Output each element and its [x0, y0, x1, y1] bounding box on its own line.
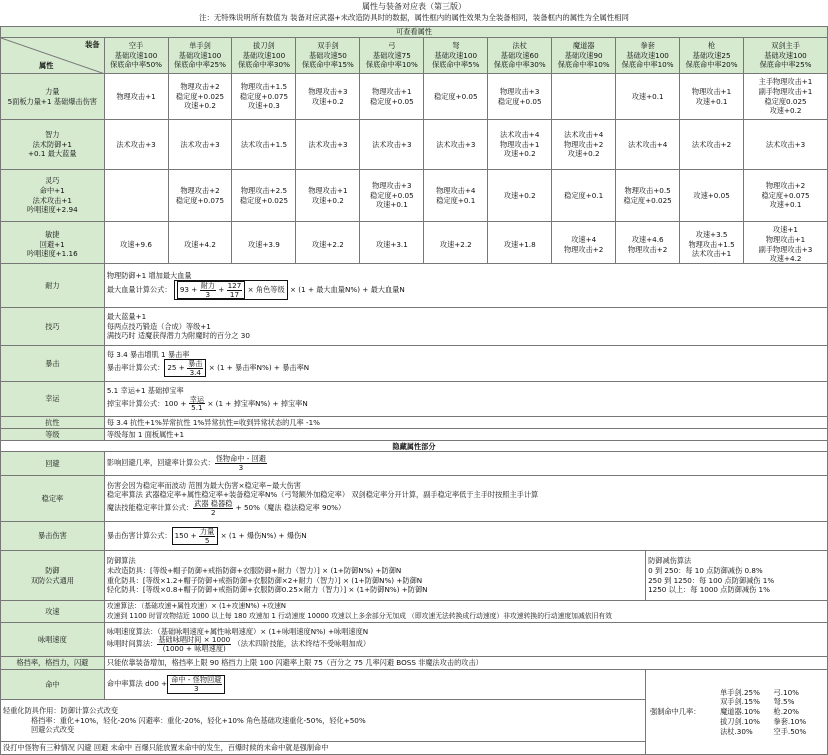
attr-name-stamina: 耐力	[1, 264, 105, 308]
aspd-line-2: 攻速到 1100 时冒攻物结近 1000 以上每 180 攻速加 1 行动速度 10000 攻速以上多余部分无加成 （即攻速无法转换成行动速度）非攻速转换的行动速度加减依旧有效	[106, 611, 612, 620]
skill-line-3: 满技巧时 适魔获得潜力为附魔时的百分之 30	[106, 331, 250, 341]
weapon-name: 拳套	[640, 40, 655, 50]
crit-f-a: 25 +	[167, 363, 185, 373]
weapon-l2: 保底命中率20%	[685, 60, 738, 70]
weapon-name: 弩	[452, 40, 460, 50]
stat-cell: 法术攻击+3	[104, 120, 168, 170]
forced-hit-item: 弩.5%	[773, 697, 795, 707]
stat-cell: 法术攻击+3	[360, 120, 424, 170]
forced-hit-row	[720, 688, 827, 698]
stat-cell: 法术攻击+4 物理攻击+1 攻速+0.2	[488, 120, 552, 170]
stat-cell: 法术攻击+3	[296, 120, 360, 170]
stat-cell: 物理攻击+1 攻速+0.2	[296, 170, 360, 222]
weapon-name: 魔道器	[572, 40, 595, 50]
cast-den: (1000 + 咏唱速度)	[162, 643, 226, 653]
hidden-name-cast: 咏唱速度	[1, 623, 105, 657]
stat-cell: 攻速+2.2	[424, 222, 488, 268]
footer-note: 没打中怪物有三种情况 闪避 回避 未命中 百爆只能放置未命中的发生，百爆时候的未命中就是强制命中	[1, 742, 646, 755]
weapon-l1: 基础攻速100	[178, 50, 222, 60]
stability-f-post: + 50%（魔法 稳法稳定率 90%）	[235, 503, 346, 513]
stat-cell	[552, 74, 616, 120]
section-visible-title: 可查看属性	[1, 27, 828, 38]
stat-cell: 攻速+4 物理攻击+2	[552, 222, 616, 268]
hit-den: 3	[193, 684, 199, 693]
hidden-name-hit: 命中	[1, 670, 105, 700]
basic-attribute-table	[0, 263, 828, 453]
evade-num: 怪物命中 - 回避	[215, 454, 266, 464]
crit-formula-label: 暴击率计算公式：	[106, 363, 165, 373]
stat-cell: 攻速+1 物理攻击+1 副手物理攻击+3 攻速+4.2	[744, 222, 828, 268]
cast-line-1: 咏唱速度算法：（基础咏唱速度+属性咏唱速度）× (1+咏唱速度N%) +咏唱速度N	[106, 626, 369, 636]
weapon-l2: 保底命中率30%	[493, 60, 546, 70]
forced-hit-panel	[646, 670, 828, 755]
weapon-header-7	[552, 38, 616, 74]
forced-hit-title: 强制命中几率：	[650, 707, 701, 717]
weapon-l2: 保底命中率10%	[557, 60, 610, 70]
hidden-desc-defense	[104, 551, 645, 601]
weapon-l2: 保底命中率30%	[237, 60, 290, 70]
weapon-header-6	[488, 38, 552, 74]
stat-cell: 法术攻击+3	[168, 120, 232, 170]
crit-f-b: × (1 + 暴击率N%) + 暴击率N	[208, 363, 310, 373]
defense-red-2: 250 到 1250：每 100 点防御减伤 1%	[648, 575, 775, 585]
attr-desc-crit	[104, 346, 827, 382]
luck-frac	[189, 396, 205, 412]
stability-line-1: 伤害会因为稳定率而波动 范围为最大伤害×稳定率~最大伤害	[106, 480, 301, 490]
weapon-l2: 保底命中率15%	[301, 60, 354, 70]
defense-line-3: 轻化防具：[等级×0.8+帽子防御+戒指防御+衣服防御0.25×耐力（智力）] × (1+防御N%) +防御N	[106, 585, 428, 595]
weapon-header-8	[616, 38, 680, 74]
hidden-desc-critdmg	[104, 522, 827, 551]
weapon-name: 双手剑	[317, 40, 339, 50]
forced-hit-item: 拔刀剑.10%	[720, 716, 760, 726]
hidden-desc-defense-reduction	[646, 551, 828, 601]
defense-head: 防御算法	[106, 556, 136, 566]
weapon-l2: 保底命中率25%	[759, 60, 812, 70]
stat-cell: 物理攻击+1	[104, 74, 168, 120]
stat-name-2: 灵巧 命中+1 法术攻击+1 吟唱速度+2.94	[1, 170, 105, 222]
weapon-l1: 基础攻速100	[114, 50, 158, 60]
weapon-l1: 基础攻速25	[692, 50, 731, 60]
attr-desc-level: 等级每加 1 面板属性+1	[104, 429, 827, 441]
weapon-l1: 基础攻速100	[434, 50, 478, 60]
stat-cell: 物理攻击+2 稳定度+0.075 攻速+0.1	[744, 170, 828, 222]
weapon-header-0	[104, 38, 168, 74]
skill-line-2: 每两点技巧锻造（合成）等级+1	[106, 321, 211, 331]
hidden-desc-aspd	[104, 601, 827, 623]
stat-cell: 法术攻击+4	[616, 120, 680, 170]
stat-cell: 物理攻击+1 攻速+0.1	[680, 74, 744, 120]
armor-line-2: 回避公式改变	[31, 725, 75, 735]
visible-attribute-table	[0, 26, 828, 268]
crit-num: 暴击	[188, 359, 203, 369]
stat-name-0: 力量 5面板力量+1 基础爆击伤害	[1, 74, 105, 120]
stability-formula	[107, 500, 825, 516]
weapon-l1: 基础攻速90	[564, 50, 603, 60]
attr-name-level: 等级	[1, 429, 105, 441]
critdmg-a: 150 +	[174, 531, 197, 540]
crit-formula-box	[164, 359, 206, 377]
weapon-l1: 基础攻速100	[626, 50, 669, 60]
attr-desc-resist: 每 3.4 抗性+1%异常抗性 1%异常抗性=收到异常状态的几率 -1%	[104, 417, 827, 429]
hit-pre: 命中率算法 d00 +	[106, 679, 168, 689]
stat-cell: 攻速+0.05	[680, 170, 744, 222]
stamina-f-b: +	[218, 285, 225, 295]
stat-cell: 稳定度+0.1	[552, 170, 616, 222]
luck-formula-label: 掉宝率计算公式：100 +	[106, 398, 187, 408]
weapon-l1: 基础攻速60	[500, 50, 539, 60]
weapon-header-4	[360, 38, 424, 74]
stamina-num2: 127	[227, 281, 242, 291]
stamina-den: 3	[205, 289, 211, 299]
page-title: 属性与装备对应表（第三版）	[362, 2, 466, 11]
hit-frac	[170, 676, 222, 692]
weapon-l1: 基础攻速75	[372, 50, 411, 60]
hidden-desc-evade	[104, 452, 827, 476]
forced-hit-item: 空手.50%	[773, 726, 807, 736]
stat-cell: 攻速+4.2	[168, 222, 232, 268]
weapon-name: 枪	[707, 40, 716, 50]
critdmg-frac	[199, 528, 215, 544]
cast-num: 基础咏唱时间 × 1000	[158, 635, 231, 645]
stat-cell: 物理攻击+2 稳定度+0.025 攻速+0.2	[168, 74, 232, 120]
attr-desc-luck	[104, 382, 827, 417]
corner-attr-label: 属性	[39, 61, 54, 71]
aspd-line-1: 攻速算法：（基础攻速+属性攻速）× (1+攻速N%) +攻速N	[106, 602, 286, 611]
stat-cell: 攻速+3.9	[232, 222, 296, 268]
weapon-l1: 基础攻速100	[242, 50, 286, 60]
defense-red-head: 防御减伤算法	[648, 556, 692, 566]
stat-cell: 法术攻击+1.5	[232, 120, 296, 170]
forced-hit-item: 双手剑.15%	[720, 697, 760, 707]
hidden-desc-stability	[104, 476, 827, 522]
corner-equip-label: 装备	[85, 40, 100, 49]
stat-cell: 攻速+3.1	[360, 222, 424, 268]
weapon-header-5	[424, 38, 488, 74]
attr-name-skill: 技巧	[1, 308, 105, 346]
defense-red-3: 1250 以上：每 1000 点防御减伤 1%	[648, 585, 770, 595]
luck-f-b: × (1 + 掉宝率N%) + 掉宝率N	[207, 398, 308, 408]
stat-cell: 攻速+0.2	[488, 170, 552, 222]
hit-num: 命中 - 怪物回避	[171, 675, 222, 685]
attr-name-luck: 幸运	[1, 382, 105, 417]
stat-cell: 物理攻击+3 稳定度+0.05	[488, 74, 552, 120]
forced-hit-inner	[646, 688, 827, 737]
armor-title: 轻重化防具作用：防御计算公式改变	[3, 705, 119, 715]
stamina-frac-1	[200, 282, 216, 298]
stability-den: 2	[210, 507, 216, 517]
stamina-formula-box	[174, 280, 288, 300]
weapon-l2: 保底命中率25%	[174, 60, 226, 70]
hidden-name-critdmg: 暴击伤害	[1, 522, 105, 551]
stat-cell: 攻速+3.5 物理攻击+1.5 法术攻击+1	[680, 222, 744, 268]
attr-desc-stamina	[104, 264, 827, 308]
weapon-l1: 基础攻速100	[764, 50, 807, 60]
forced-hit-row	[720, 707, 827, 717]
weapon-header-2	[232, 38, 296, 74]
stat-cell: 物理攻击+0.5 稳定度+0.025	[616, 170, 680, 222]
crit-den: 3.4	[189, 367, 201, 377]
weapon-name: 单手剑	[189, 40, 211, 50]
crit-line: 每 3.4 暴击增肌 1 暴击率	[106, 349, 190, 359]
weapon-l2: 保底命中率5%	[432, 60, 480, 70]
critdmg-box	[172, 527, 219, 545]
critdmg-den: 5	[204, 535, 210, 545]
cast-frac	[157, 636, 231, 652]
luck-den: 5.1	[191, 403, 203, 413]
evade-den: 3	[238, 463, 244, 472]
stamina-frac-2	[227, 282, 243, 298]
page-note: 注：无特殊说明所有数值为 装备对应武器+未改造防具时的数据，属性框内的属性效果为全装备相同，装备框内的属性为全属性相同	[199, 12, 629, 22]
armor-line-1: 格挡率：重化+10%，轻化-20% 闪避率：重化-20%，轻化+10% 角色基础攻速重化-50%，轻化+50%	[31, 715, 366, 725]
hidden-name-aspd: 攻速	[1, 601, 105, 623]
weapon-name: 法杖	[512, 40, 527, 50]
corner-diagonal	[1, 38, 104, 74]
forced-hit-item: 法杖.30%	[720, 726, 753, 736]
defense-red-1: 0 到 250：每 10 点防御减伤 0.8%	[648, 565, 763, 575]
forced-hit-row	[720, 727, 827, 737]
armor-row	[1, 700, 646, 742]
weapon-l2: 保底命中率50%	[110, 60, 162, 70]
hidden-desc-hit	[104, 670, 645, 700]
stamina-formula	[107, 280, 825, 300]
weapon-header-10	[744, 38, 828, 74]
stat-cell: 物理攻击+2.5 稳定度+0.025	[232, 170, 296, 222]
stat-cell: 物理攻击+2 稳定度+0.075	[168, 170, 232, 222]
stat-cell: 法术攻击+4 物理攻击+2 攻速+0.2	[552, 120, 616, 170]
stat-cell: 攻速+1.8	[488, 222, 552, 268]
crit-frac	[187, 360, 203, 376]
skill-line-1: 最大蓝量+1	[106, 311, 147, 321]
stability-f-pre: 魔法技能稳定率计算公式：	[106, 503, 194, 513]
hidden-section-title: 隐藏属性部分	[1, 441, 828, 453]
luck-formula	[107, 396, 825, 412]
forced-hit-item: 拳套.10%	[773, 716, 807, 726]
stability-frac	[193, 500, 233, 516]
stat-cell: 物理攻击+3 攻速+0.2	[296, 74, 360, 120]
stat-cell: 攻速+9.6	[104, 222, 168, 268]
forced-hit-row	[720, 697, 827, 707]
hidden-desc-cast	[104, 623, 827, 657]
stamina-f-d: × (1 + 最大血量N%) + 最大血量N	[289, 285, 405, 295]
hidden-name-evade: 回避	[1, 452, 105, 476]
crit-formula	[107, 359, 825, 377]
stat-cell: 攻速+0.1	[616, 74, 680, 120]
stat-cell: 攻速+4.6 物理攻击+2	[616, 222, 680, 268]
hidden-name-defense: 防御 双防公式通用	[1, 551, 105, 601]
stability-num: 武器 稳器稳	[194, 499, 233, 509]
stamina-num: 耐力	[200, 281, 215, 291]
stat-cell: 物理攻击+1.5 稳定度+0.075 攻速+0.3	[232, 74, 296, 120]
evade-frac	[215, 455, 267, 471]
forced-hit-item: 枪.20%	[773, 707, 799, 717]
forced-hit-row	[720, 717, 827, 727]
weapon-name: 弓	[388, 40, 396, 50]
stat-cell: 物理攻击+1 稳定度+0.05	[360, 74, 424, 120]
hidden-desc-block: 只能依靠装备增加，格挡率上限 90 格挡力上限 100 闪避率上限 75（百分之 75 几率闪避 BOSS 非魔法攻击的攻击）	[104, 657, 827, 670]
stamina-den2: 17	[229, 289, 240, 299]
stat-name-3: 敏捷 回避+1 吟唱速度+1.16	[1, 222, 105, 268]
critdmg-num: 力量	[199, 526, 215, 536]
weapon-header-3	[296, 38, 360, 74]
weapon-l2: 保底命中率10%	[365, 60, 418, 70]
corner-cell	[1, 38, 105, 74]
defense-line-2: 重化防具：[等级×1.2+帽子防御+戒指防御+衣服防御×2+耐力（智力）] × (1+防御N%) +防御N	[106, 575, 423, 585]
hit-box	[167, 675, 225, 693]
forced-hit-item: 单手剑.25%	[720, 687, 760, 697]
weapon-header-9	[680, 38, 744, 74]
stat-cell: 法术攻击+3	[744, 120, 828, 170]
stability-line-2: 稳定率算法 武器稳定率+属性稳定率+装备稳定率N%（弓弩额外加稳定率） 双剑稳定率分开计算，副手稳定率低于主手时按照主手计算	[106, 490, 539, 500]
hidden-name-block: 格挡率，格挡力，闪避	[1, 657, 105, 670]
weapon-name: 拔刀剑	[253, 40, 275, 50]
cast-formula	[107, 636, 825, 652]
weapon-name: 双剑主手	[771, 40, 800, 50]
hidden-attribute-table	[0, 451, 828, 755]
stat-name-1: 智力 法术防御+1 +0.1 最大蓝量	[1, 120, 105, 170]
attr-name-crit: 暴击	[1, 346, 105, 382]
weapon-l1: 基础攻速50	[308, 50, 347, 60]
weapon-header-1	[168, 38, 232, 74]
stamina-f-c: × 角色等级	[247, 285, 285, 295]
stamina-line: 物理防御+1 增加最大血量	[106, 270, 192, 280]
luck-num: 幸运	[189, 394, 205, 404]
cast-post: （法术四阶技能，法术终结不受咏唱加成）	[233, 639, 371, 649]
defense-line-1: 未改造防具：[等级+帽子防御+戒指防御+衣服防御+耐力（智力）] × (1+防御N%) +防御N	[106, 565, 402, 575]
cast-pre: 咏唱时间算法：	[106, 639, 158, 649]
forced-hit-item: 魔道器.10%	[720, 707, 760, 717]
page-header	[0, 0, 828, 23]
stamina-f-a: 93 +	[179, 285, 198, 295]
stat-cell: 主手物理攻击+1 副手物理攻击+1 稳定度0.025 攻速+0.2	[744, 74, 828, 120]
stat-cell: 攻速+2.2	[296, 222, 360, 268]
stat-cell: 法术攻击+2	[680, 120, 744, 170]
forced-hit-list	[720, 688, 827, 737]
stat-cell: 法术攻击+3	[424, 120, 488, 170]
attr-name-resist: 抗性	[1, 417, 105, 429]
stat-cell: 稳定度+0.05	[424, 74, 488, 120]
critdmg-b: × (1 + 爆伤N%) + 爆伤N	[220, 531, 307, 540]
stat-cell	[104, 170, 168, 222]
stamina-formula-label: 最大血量计算公式：	[106, 285, 172, 295]
critdmg-pre: 暴击伤害计算公式：	[106, 531, 172, 540]
stat-cell: 物理攻击+3 稳定度+0.05 攻速+0.1	[360, 170, 424, 222]
stamina-formula-inner	[177, 281, 245, 299]
evade-text: 影响回避几率，回避率计算公式：	[106, 458, 215, 468]
forced-hit-item: 弓.10%	[773, 687, 799, 697]
attr-desc-skill	[104, 308, 827, 346]
weapon-name: 空手	[128, 40, 144, 50]
hidden-name-stability: 稳定率	[1, 476, 105, 522]
weapon-l2: 保底命中率10%	[621, 60, 674, 70]
luck-line: 5.1 幸运+1 基础掉宝率	[106, 386, 184, 396]
stat-cell: 物理攻击+4 稳定度+0.1	[424, 170, 488, 222]
